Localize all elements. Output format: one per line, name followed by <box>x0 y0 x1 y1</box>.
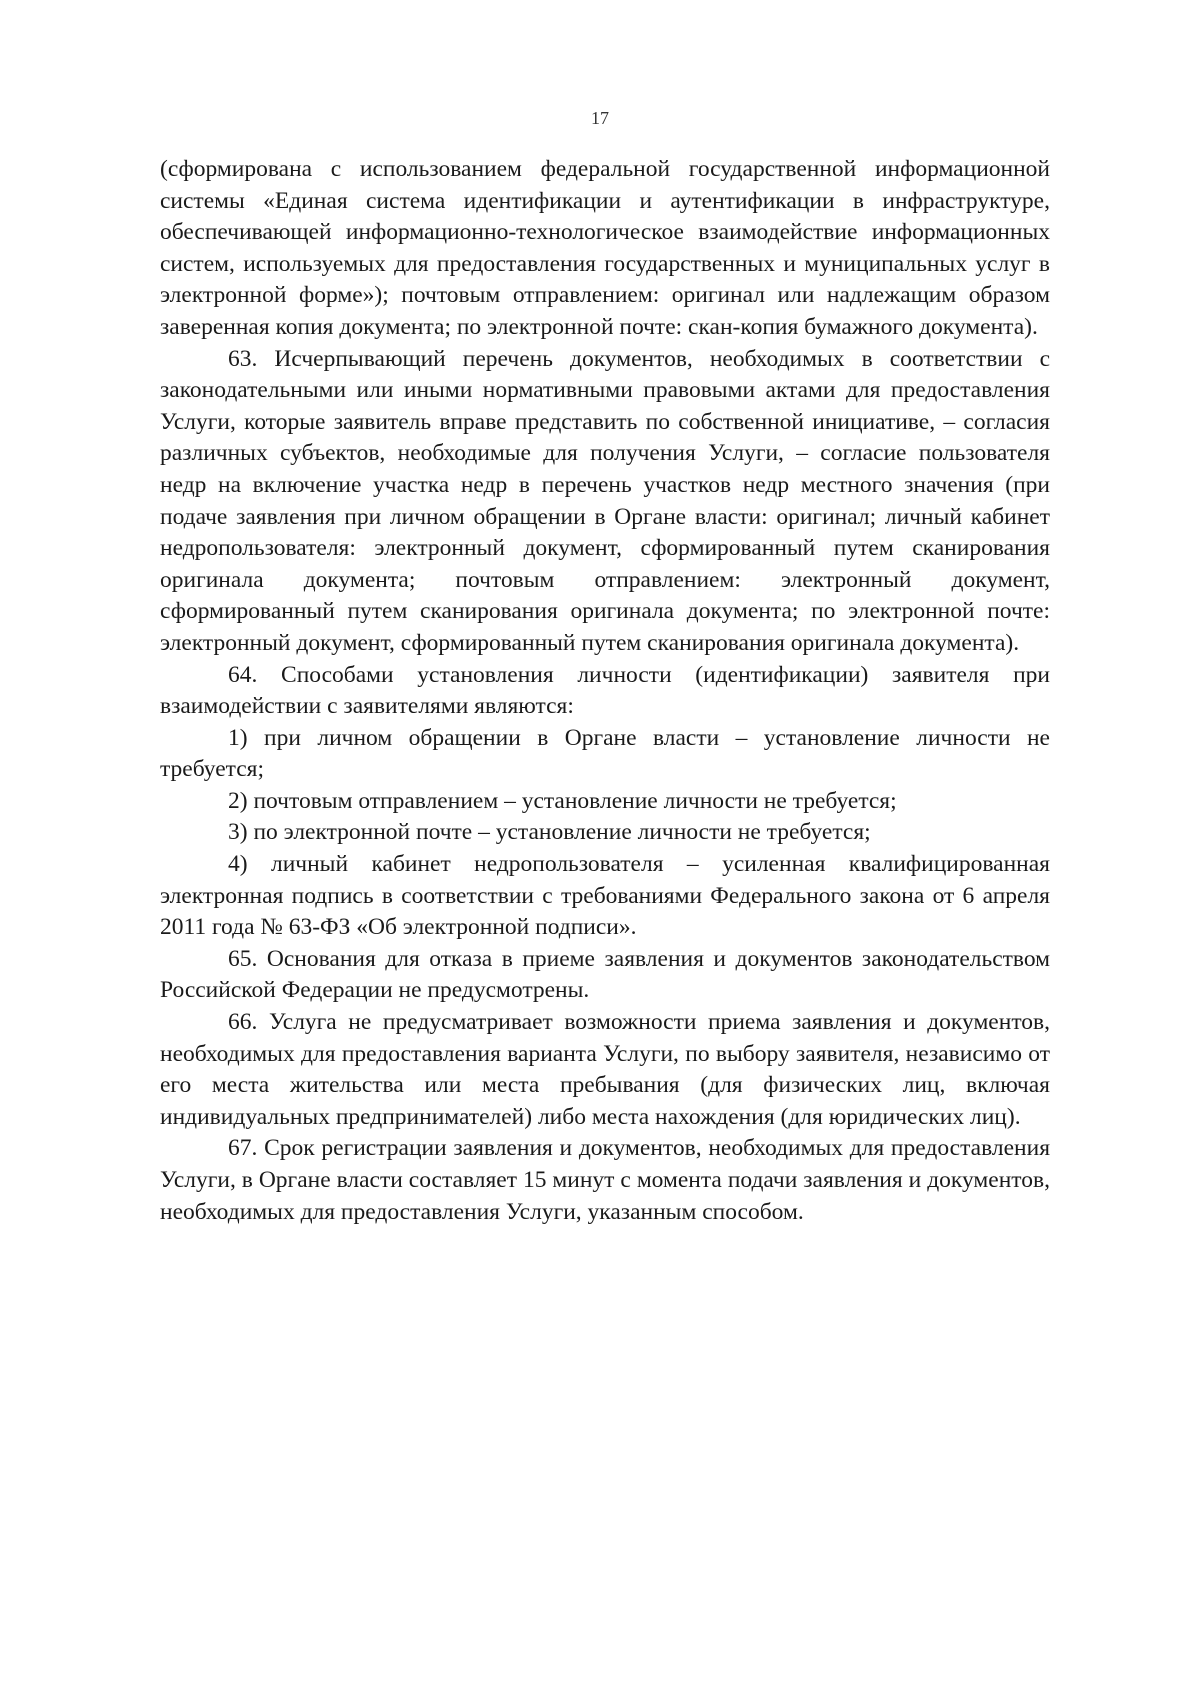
paragraph-continuation: (сформирована с использованием федеральной государственной информационной системы «Единая система идентификации и аутентификации в инфраструктуре, обеспечивающей информационно-технологическое взаимодействие информационных систем, используемых для предоставления государственных и муниципальных услуг в электронной форме»); почтовым отправлением: оригинал или надлежащим образом заверенная копия документа; по электронной почте: скан-копия бумажного документа). <box>160 156 1050 340</box>
list-item-1: 1) при личном обращении в Органе власти – установление личности не требуется; <box>160 724 1050 783</box>
paragraph-65: 65. Основания для отказа в приеме заявления и документов законодательством Российской Федерации не предусмотрены. <box>160 945 1050 1004</box>
page-number: 17 <box>591 108 609 128</box>
document-body <box>160 154 1050 1228</box>
paragraph-67: 67. Срок регистрации заявления и документов, необходимых для предоставления Услуги, в Органе власти составляет 15 минут с момента подачи заявления и документов, необходимых для предоставления Услуги, указанным способом. <box>160 1135 1050 1225</box>
paragraph-63: 63. Исчерпывающий перечень документов, необходимых в соответствии с законодательными или иными нормативными правовыми актами для предоставления Услуги, которые заявитель вправе представить по собственной инициативе, – согласия различных субъектов, необходимые для получения Услуги, – согласие пользователя недр на включение участка недр в перечень участков недр местного значения (при подаче заявления при личном обращении в Органе власти: оригинал; личный кабинет недропользователя: электронный документ, сформированный путем сканирования оригинала документа; почтовым отправлением: электронный документ, сформированный путем сканирования оригинала документа; по электронной почте: электронный документ, сформированный путем сканирования оригинала документа). <box>160 345 1050 656</box>
list-item-4: 4) личный кабинет недропользователя – усиленная квалифицированная электронная подпись в соответствии с требованиями Федерального закона от 6 апреля 2011 года № 63-ФЗ «Об электронной подписи». <box>160 851 1050 941</box>
list-item-2: 2) почтовым отправлением – установление личности не требуется; <box>228 787 897 814</box>
paragraph-66: 66. Услуга не предусматривает возможности приема заявления и документов, необходимых для предоставления варианта Услуги, по выбору заявителя, независимо от его места жительства или места пребывания (для физических лиц, включая индивидуальных предпринимателей) либо места нахождения (для юридических лиц). <box>160 1009 1050 1130</box>
paragraph-64: 64. Способами установления личности (идентификации) заявителя при взаимодействии с заявителями являются: <box>160 661 1050 720</box>
list-item-3: 3) по электронной почте – установление личности не требуется; <box>228 819 871 846</box>
